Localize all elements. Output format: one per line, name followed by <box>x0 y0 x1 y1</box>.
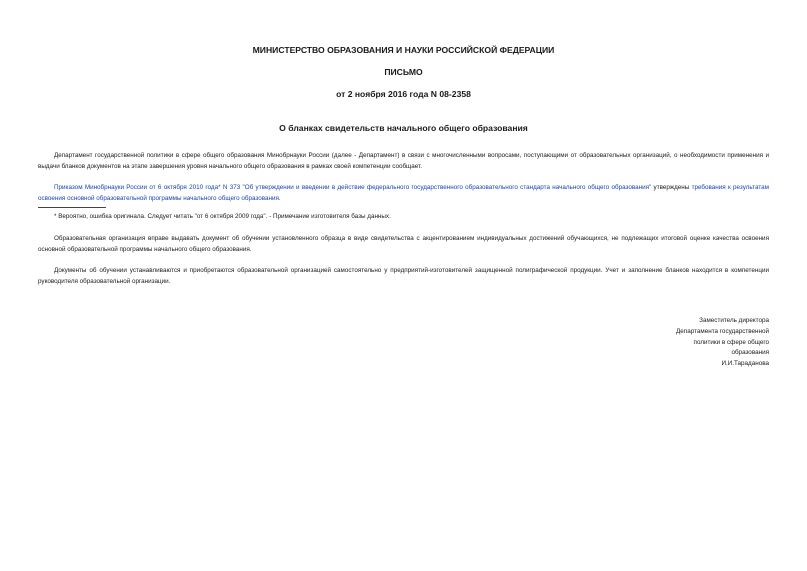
signature-department: Департамента государственной <box>676 327 769 335</box>
signature-department-2: политики в сфере общего <box>693 338 769 346</box>
body-paragraph-2 <box>38 182 769 204</box>
ministry-heading: МИНИСТЕРСТВО ОБРАЗОВАНИЯ И НАУКИ РОССИЙСКОЙ ФЕДЕРАЦИИ <box>252 45 555 55</box>
footnote-divider <box>38 207 106 208</box>
body-paragraph-1: Департамент государственной политики в сфере общего образования Минобрнауки России (далее - Департамент) в связи с многочисленными вопросами, поступающими от образовательных организаций, о необходимости применения и выдачи бланков документов на этапе завершения уровня начального общего образования в рамках своей компетенции сообщает. <box>38 152 769 170</box>
signature-position: Заместитель директора <box>699 317 769 324</box>
paragraph-2-text: утверждены <box>651 184 692 191</box>
signature-name: И.И.Тараданова <box>721 360 769 368</box>
signature-department-3: образования <box>731 349 769 357</box>
body-paragraph-4: Документы об обучении устанавливаются и приобретаются образовательной организацией самостоятельно у предприятий-изготовителей защищенной полиграфической продукции. Учет и заполнение бланков находится в компетенции руководителя образовательной организации. <box>38 267 769 285</box>
document-date-number: от 2 ноября 2016 года N 08-2358 <box>336 89 471 99</box>
body-paragraph-3: Образовательная организация вправе выдавать документ об обучении установленного образца в виде свидетельства с акцентированием индивидуальных достижений обучающихся, не подлежащих итоговой оценке качества освоения основной образовательной программы начального общего образования. <box>38 235 769 253</box>
signature-block <box>676 316 769 370</box>
footnote: * Вероятно, ошибка оригинала. Следует читать "от 6 октября 2009 года". - Примечание изготовителя базы данных. <box>54 213 391 220</box>
requirements-link[interactable]: требования к результатам освоения основной образовательной программы начального общего образования <box>38 184 770 202</box>
document-subject: О бланках свидетельств начального общего образования <box>279 123 528 133</box>
order-link[interactable]: Приказом Минобрнауки России от 6 октября 2010 года* N 373 "Об утверждении и введении в действие федерального государственного образовательного стандарта начального общего образования" <box>54 184 652 191</box>
document-type: ПИСЬМО <box>384 67 423 77</box>
paragraph-2-end: . <box>278 195 281 202</box>
